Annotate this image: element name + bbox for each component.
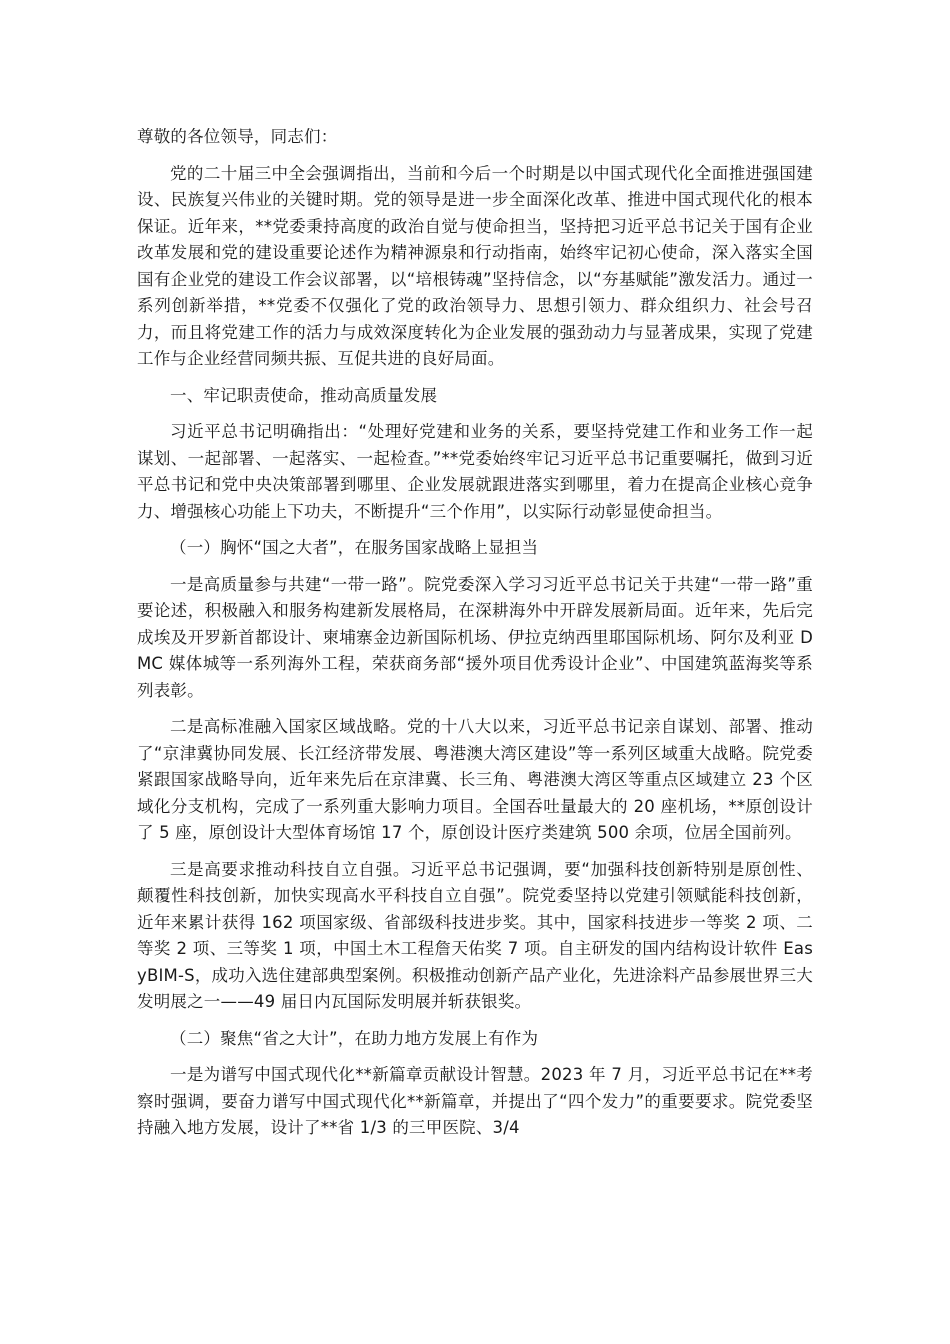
section-heading-1: 一、牢记职责使命，推动高质量发展 bbox=[170, 385, 438, 405]
paragraph-local-development: 一是为谱写中国式现代化**新篇章贡献设计智慧。2023 年 7 月，习近平总书记在**考察时强调，要奋力谱写中国式现代化**新篇章，并提出了“四个发力”的重要要求。院党委坚持融入地方发展，设计了**省 1/3 的三甲医院、3/4 bbox=[137, 1065, 813, 1137]
document-body bbox=[137, 124, 813, 1152]
subsection-heading-1: （一）胸怀“国之大者”，在服务国家战略上显担当 bbox=[170, 538, 539, 557]
paragraph-intro: 党的二十届三中全会强调指出，当前和今后一个时期是以中国式现代化全面推进强国建设、民族复兴伟业的关键时期。党的领导是进一步全面深化改革、推进中国式现代化的根本保证。近年来，**党委秉持高度的政治自觉与使命担当，坚持把习近平总书记关于国有企业改革发展和党的建设重要论述作为精神源泉和行动指南，始终牢记初心使命，深入落实全国国有企业党的建设工作会议部署，以“培根铸魂”坚持信念，以“夯基赋能”激发活力。通过一系列创新举措，**党委不仅强化了党的政治领导力、思想引领力、群众组织力、社会号召力，而且将党建工作的活力与成效深度转化为企业发展的强劲动力与显著成果，实现了党建工作与企业经营同频共振、互促共进的良好局面。 bbox=[137, 163, 813, 368]
paragraph-section-1: 习近平总书记明确指出：“处理好党建和业务的关系，要坚持党建工作和业务工作一起谋划、一起部署、一起落实、一起检查。”**党委始终牢记习近平总书记重要嘱托，做到习近平总书记和党中央决策部署到哪里、企业发展就跟进落实到哪里，着力在提高企业核心竞争力、增强核心功能上下功夫，不断提升“三个作用”，以实际行动彰显使命担当。 bbox=[137, 422, 813, 521]
subsection-heading-2: （二）聚焦“省之大计”，在助力地方发展上有作为 bbox=[170, 1028, 539, 1048]
paragraph-technology: 三是高要求推动科技自立自强。习近平总书记强调，要“加强科技创新特别是原创性、颠覆性科技创新，加快实现高水平科技自立自强”。院党委坚持以党建引领赋能科技创新，近年来累计获得 162 项国家级、省部级科技进步奖。其中，国家科技进步一等奖 2 项、二等奖 2 项、三等奖 1 项，中国土木工程詹天佑奖 7 项。自主研发的国内结构设计软件 EasyBIM-S，成功入选住建部典型案例。积极推动创新产品产业化，先进涂料产品参展世界三大发明展之一——49 届日内瓦国际发明展并斩获银奖。 bbox=[137, 859, 813, 1011]
paragraph-belt-and-road: 一是高质量参与共建“一带一路”。院党委深入学习习近平总书记关于共建“一带一路”重要论述，积极融入和服务构建新发展格局，在深耕海外中开辟发展新局面。近年来，先后完成埃及开罗新首都设计、柬埔寨金边新国际机场、伊拉克纳西里耶国际机场、阿尔及利亚 DMC 媒体城等一系列海外工程，荣获商务部“援外项目优秀设计企业”、中国建筑蓝海奖等系列表彰。 bbox=[137, 574, 813, 700]
paragraph-regional-strategy: 二是高标准融入国家区域战略。党的十八大以来，习近平总书记亲自谋划、部署、推动了“京津冀协同发展、长江经济带发展、粤港澳大湾区建设”等一系列区域重大战略。院党委紧跟国家战略导向，近年来先后在京津冀、长三角、粤港澳大湾区等重点区域建立 23 个区域化分支机构，完成了一系列重大影响力项目。全国吞吐量最大的 20 座机场，**原创设计了 5 座，原创设计大型体育场馆 17 个，原创设计医疗类建筑 500 余项，位居全国前列。 bbox=[137, 717, 813, 842]
salutation: 尊敬的各位领导，同志们： bbox=[137, 127, 338, 146]
